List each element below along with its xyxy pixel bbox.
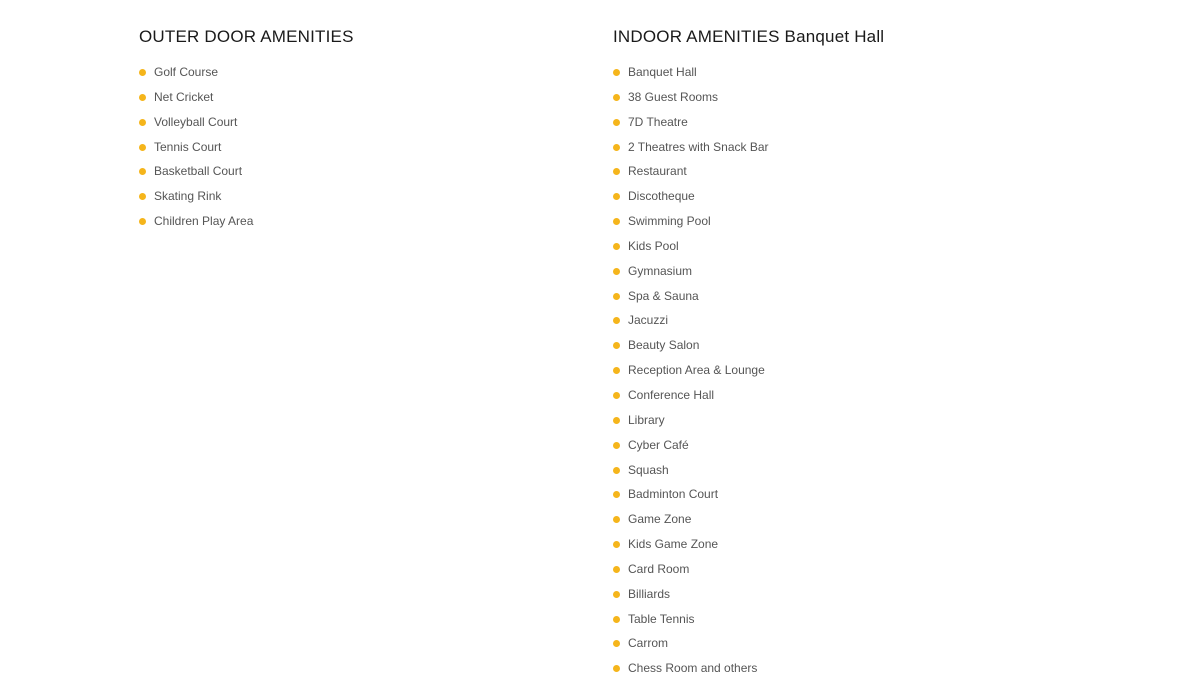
bullet-dot-icon <box>613 342 620 349</box>
amenity-label: Cyber Café <box>628 437 689 452</box>
bullet-dot-icon <box>613 541 620 548</box>
amenity-item <box>613 308 769 333</box>
amenity-item <box>613 458 769 483</box>
amenity-item <box>613 85 769 110</box>
amenity-label: 7D Theatre <box>628 114 688 129</box>
amenity-item <box>613 557 769 582</box>
bullet-dot-icon <box>139 193 146 200</box>
amenity-label: Spa & Sauna <box>628 288 699 303</box>
amenity-label: Library <box>628 412 665 427</box>
amenity-item <box>139 209 253 234</box>
bullet-dot-icon <box>613 516 620 523</box>
amenity-item <box>139 110 253 135</box>
amenity-item <box>613 433 769 458</box>
amenity-label: Volleyball Court <box>154 114 238 129</box>
amenity-item <box>613 284 769 309</box>
amenity-label: Basketball Court <box>154 164 243 179</box>
amenity-item <box>139 159 253 184</box>
bullet-dot-icon <box>613 442 620 449</box>
bullet-dot-icon <box>613 616 620 623</box>
amenity-label: Reception Area & Lounge <box>628 363 765 378</box>
bullet-dot-icon <box>613 317 620 324</box>
bullet-dot-icon <box>139 119 146 126</box>
amenity-label: Chess Room and others <box>628 661 758 676</box>
bullet-dot-icon <box>613 293 620 300</box>
amenity-label: Discotheque <box>628 189 695 204</box>
amenity-label: Restaurant <box>628 164 687 179</box>
amenity-label: Net Cricket <box>154 89 214 104</box>
amenity-label: Badminton Court <box>628 487 719 502</box>
amenity-label: Kids Game Zone <box>628 537 719 552</box>
amenity-label: Kids Pool <box>628 238 679 253</box>
bullet-dot-icon <box>613 218 620 225</box>
bullet-dot-icon <box>613 417 620 424</box>
bullet-dot-icon <box>613 591 620 598</box>
outer-amenities-section <box>139 0 579 229</box>
amenity-label: Tennis Court <box>154 139 222 154</box>
amenity-label: Children Play Area <box>154 214 254 229</box>
amenity-item <box>613 209 769 234</box>
outer-amenities-list <box>139 60 253 234</box>
amenity-label: Banquet Hall <box>628 65 697 79</box>
bullet-dot-icon <box>613 491 620 498</box>
amenity-label: Swimming Pool <box>628 214 711 229</box>
bullet-dot-icon <box>613 566 620 573</box>
amenity-label: Gymnasium <box>628 263 693 278</box>
amenity-item <box>613 184 769 209</box>
bullet-dot-icon <box>613 94 620 101</box>
amenity-item <box>613 333 769 358</box>
bullet-dot-icon <box>613 119 620 126</box>
amenity-item <box>139 184 253 209</box>
bullet-dot-icon <box>613 243 620 250</box>
amenity-label: Jacuzzi <box>628 313 669 328</box>
amenity-item <box>613 259 769 284</box>
amenity-item <box>613 507 769 532</box>
amenity-item <box>613 135 769 160</box>
indoor-amenities-heading: INDOOR AMENITIES Banquet Hall <box>613 27 885 46</box>
amenity-label: Golf Course <box>154 65 219 79</box>
bullet-dot-icon <box>139 144 146 151</box>
bullet-dot-icon <box>139 69 146 76</box>
bullet-dot-icon <box>139 168 146 175</box>
amenity-item <box>613 631 769 656</box>
amenity-item <box>613 482 769 507</box>
bullet-dot-icon <box>613 168 620 175</box>
amenity-item <box>139 85 253 110</box>
amenity-item <box>613 234 769 259</box>
bullet-dot-icon <box>613 144 620 151</box>
indoor-amenities-list <box>613 60 769 681</box>
amenity-label: Card Room <box>628 561 690 576</box>
amenity-item <box>613 607 769 632</box>
indoor-amenities-section <box>613 0 1053 676</box>
amenity-label: Conference Hall <box>628 387 715 402</box>
amenity-label: Table Tennis <box>628 611 695 626</box>
amenity-item <box>613 408 769 433</box>
amenity-item <box>613 582 769 607</box>
amenity-item <box>139 60 253 85</box>
amenity-label: Game Zone <box>628 512 692 527</box>
amenity-label: Beauty Salon <box>628 338 700 353</box>
amenity-item <box>613 358 769 383</box>
amenity-item <box>139 135 253 160</box>
amenity-label: Billiards <box>628 586 671 601</box>
bullet-dot-icon <box>613 467 620 474</box>
bullet-dot-icon <box>139 94 146 101</box>
amenity-label: Carrom <box>628 636 669 651</box>
amenity-label: Squash <box>628 462 669 477</box>
amenity-item <box>613 60 769 85</box>
outer-amenities-heading: OUTER DOOR AMENITIES <box>139 27 354 46</box>
amenity-item <box>613 656 769 681</box>
bullet-dot-icon <box>613 69 620 76</box>
bullet-dot-icon <box>613 367 620 374</box>
bullet-dot-icon <box>613 268 620 275</box>
amenity-item <box>613 532 769 557</box>
bullet-dot-icon <box>613 193 620 200</box>
amenity-label: 2 Theatres with Snack Bar <box>628 139 769 154</box>
amenity-item <box>613 110 769 135</box>
amenity-item <box>613 159 769 184</box>
amenity-label: 38 Guest Rooms <box>628 89 719 104</box>
bullet-dot-icon <box>139 218 146 225</box>
bullet-dot-icon <box>613 640 620 647</box>
bullet-dot-icon <box>613 392 620 399</box>
bullet-dot-icon <box>613 665 620 672</box>
amenity-item <box>613 383 769 408</box>
amenity-label: Skating Rink <box>154 189 222 204</box>
